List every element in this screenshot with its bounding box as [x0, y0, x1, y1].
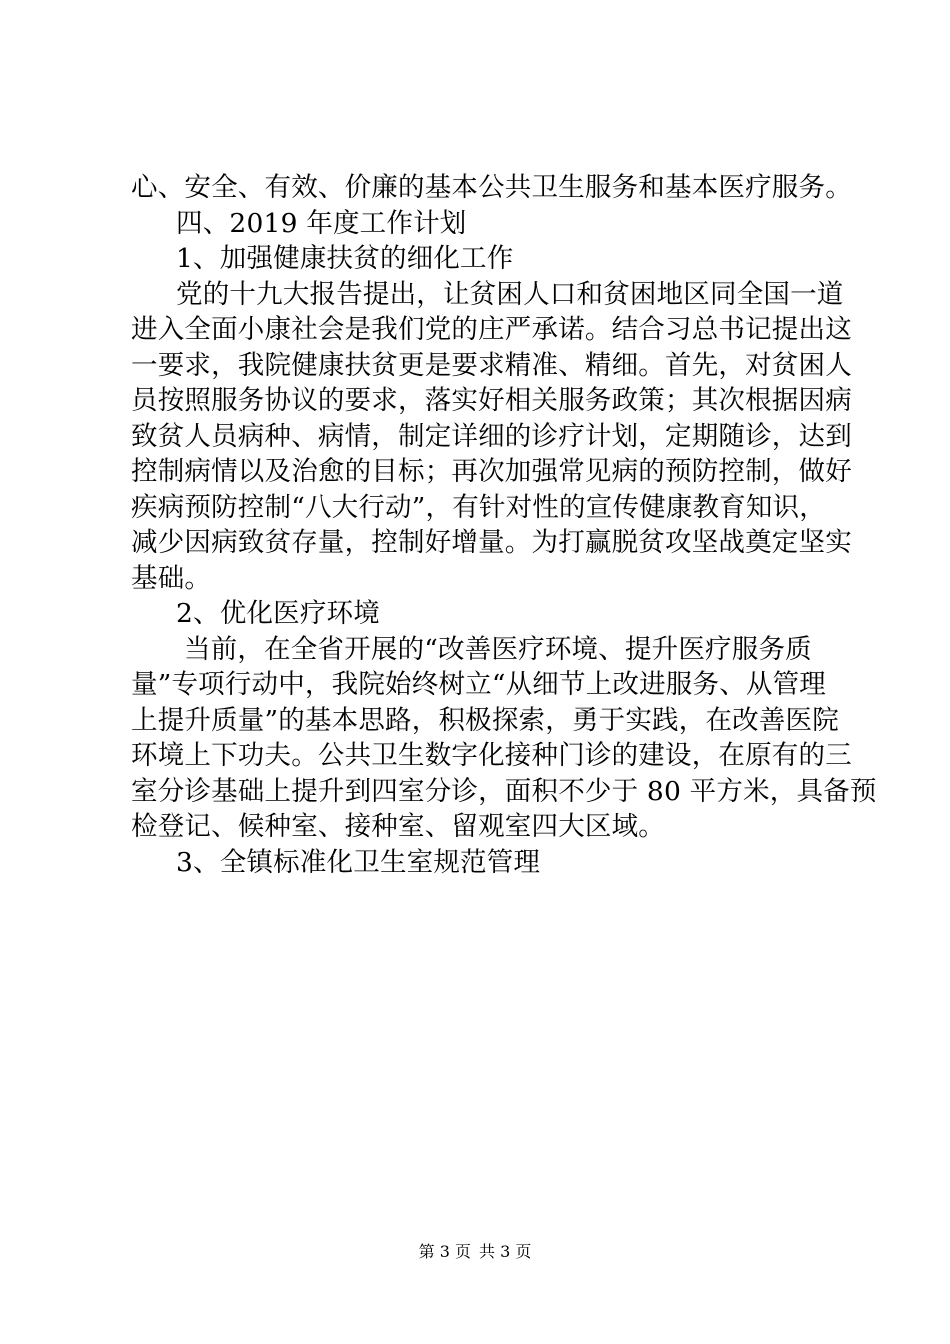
paragraph-line: 当前，在全省开展的“改善医疗环境、提升医疗服务质 — [184, 633, 812, 665]
paragraph-line: 基础。 — [131, 562, 212, 594]
paragraph-line: 量”专项行动中，我院始终树立“从细节上改进服务、从管理 — [131, 669, 826, 700]
paragraph-line: 减少因病致贫存量，控制好增量。为打赢脱贫攻坚战奠定坚实 — [131, 527, 852, 558]
paragraph-line: 疾病预防控制“八大行动”，有针对性的宣传健康教育知识， — [131, 491, 826, 523]
paragraph-line: 党的十九大报告提出，让贫困人口和贫困地区同全国一道 — [176, 278, 844, 310]
section-heading: 四、2019 年度工作计划 — [176, 207, 467, 239]
page-total: 共 3 页 — [479, 1242, 532, 1261]
paragraph-line: 室分诊基础上提升到四室分诊，面积不少于 80 平方米，具备预 — [131, 775, 877, 807]
page-number: 第 3 页 — [418, 1242, 471, 1261]
page-footer — [0, 1241, 950, 1263]
paragraph-line: 环境上下功夫。公共卫生数字化接种门诊的建设，在原有的三 — [131, 740, 852, 771]
subsection-heading: 3、全镇标准化卫生室规范管理 — [176, 846, 541, 878]
paragraph-line: 一要求，我院健康扶贫更是要求精准、精细。首先，对贫困人 — [131, 349, 852, 381]
paragraph-line: 上提升质量”的基本思路，积极探索，勇于实践，在改善医院 — [131, 704, 839, 736]
subsection-heading: 1、加强健康扶贫的细化工作 — [176, 243, 514, 274]
subsection-heading: 2、优化医疗环境 — [176, 598, 380, 629]
paragraph-line: 致贫人员病种、病情，制定详细的诊疗计划，定期随诊，达到 — [131, 420, 852, 452]
paragraph-line: 进入全面小康社会是我们党的庄严承诺。结合习总书记提出这 — [131, 314, 852, 345]
paragraph-line: 心、安全、有效、价廉的基本公共卫生服务和基本医疗服务。 — [131, 172, 852, 203]
paragraph-line: 检登记、候种室、接种室、留观室四大区域。 — [131, 811, 665, 842]
paragraph-line: 控制病情以及治愈的目标；再次加强常见病的预防控制，做好 — [131, 456, 852, 487]
paragraph-line: 员按照服务协议的要求，落实好相关服务政策；其次根据因病 — [131, 385, 852, 416]
document-body — [131, 170, 877, 880]
